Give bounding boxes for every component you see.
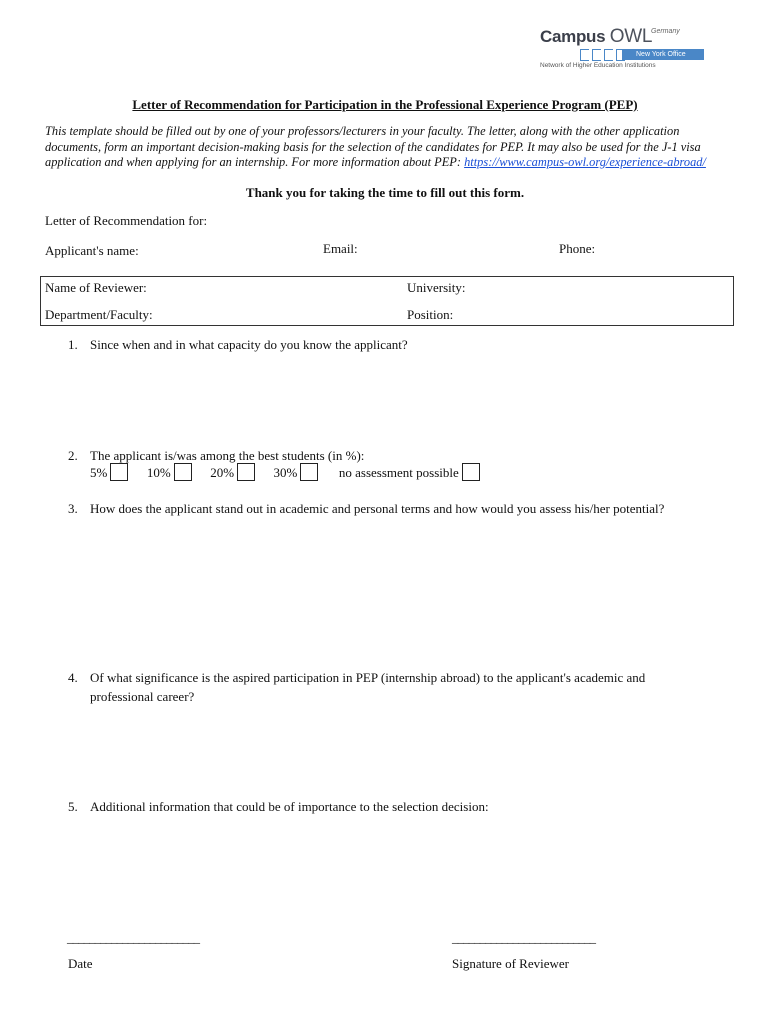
option-30-checkbox[interactable] [300,463,318,481]
logo-country: Germany [651,28,680,35]
logo [540,26,652,48]
recommendation-for-label: Letter of Recommendation for: [45,213,208,228]
applicant-phone-label: Phone: [559,241,596,256]
signature-label: Signature of Reviewer [452,956,569,971]
reviewer-name-label: Name of Reviewer: [45,280,147,295]
applicant-email-label: Email: [323,241,358,256]
reviewer-department-label: Department/Faculty: [45,307,153,322]
question-text: How does the applicant stand out in academic and personal terms and how would you assess his/her potential? [90,501,665,516]
reviewer-university-label: University: [407,280,466,295]
logo-office-banner: New York Office [622,49,704,60]
applicant-name-label: Applicant's name: [45,243,139,258]
logo-campus-text: Campus [540,27,606,46]
logo-owl-text: OWL [609,26,653,47]
date-label: Date [68,956,93,971]
question-4 [68,668,645,706]
intro-text: This template should be filled out by one of your professors/lecturers in your faculty. The letter, along with the other application documents, form an important decision-making basis for the selection of the candidates for PEP. It may also be used for the J-1 visa application and when applying for an internship. For more information about PEP: [45,124,701,169]
option-10-label: 10% [146,465,171,480]
question-1 [68,335,408,354]
question-text: The applicant is/was among the best students (in %): [90,448,365,463]
question-number: 2. [68,448,78,463]
option-5-checkbox[interactable] [110,463,128,481]
option-none-label: no assessment possible [338,465,459,480]
question-number: 1. [68,337,78,352]
option-5-label: 5% [90,465,108,480]
logo-bars [580,49,628,61]
date-line[interactable]: ________________________ [67,930,199,945]
question-text: Additional information that could be of importance to the selection decision: [90,799,489,814]
option-20-label: 20% [210,465,235,480]
question-number: 3. [68,501,78,516]
question-text-line2: professional career? [90,689,195,704]
question-text: Since when and in what capacity do you know the applicant? [90,337,408,352]
option-none-checkbox[interactable] [462,463,480,481]
question-text-line1: Of what significance is the aspired participation in PEP (internship abroad) to the applicant's academic and [90,670,646,685]
question-number: 4. [68,670,78,685]
pep-info-link[interactable]: https://www.campus-owl.org/experience-abroad/ [464,155,706,169]
option-20-checkbox[interactable] [237,463,255,481]
option-30-label: 30% [273,465,298,480]
option-10-checkbox[interactable] [174,463,192,481]
question-number: 5. [68,799,78,814]
intro-paragraph [45,124,735,171]
reviewer-position-label: Position: [407,307,454,322]
signature-line[interactable]: __________________________ [452,930,595,945]
question-3 [68,499,664,518]
percent-options [90,463,480,482]
page-title: Letter of Recommendation for Participation in the Professional Experience Program (PEP) [132,97,638,112]
logo-tagline: Network of Higher Education Institutions [540,62,656,69]
question-5 [68,797,489,816]
thanks-heading: Thank you for taking the time to fill out this form. [245,185,525,200]
